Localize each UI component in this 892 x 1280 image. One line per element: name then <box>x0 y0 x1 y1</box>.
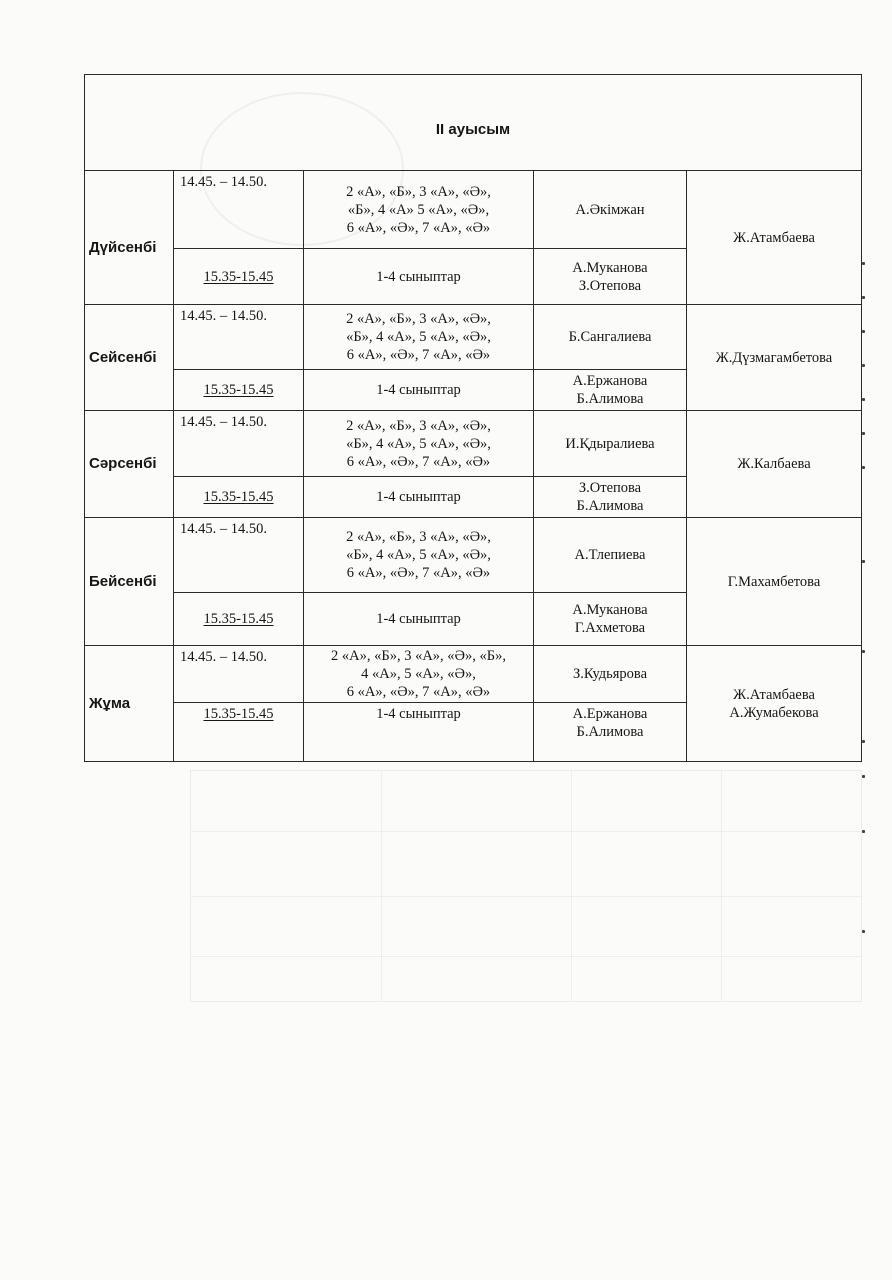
time-slot: 14.45. – 14.50. <box>174 518 304 593</box>
margin-mark <box>862 466 865 469</box>
margin-mark <box>862 296 865 299</box>
teacher-name: А.Ержанова Б.Алимова <box>534 703 687 762</box>
time-slot: 14.45. – 14.50. <box>174 646 304 703</box>
class-list: 1-4 сыныптар <box>304 370 534 411</box>
time-slot <box>174 703 304 762</box>
day-label: Сейсенбі <box>85 305 174 411</box>
class-list: 1-4 сыныптар <box>304 593 534 646</box>
time-slot-text: 15.35-15.45 <box>203 268 274 285</box>
responsible-name: Ж.Атамбаева <box>687 171 862 305</box>
teacher-name: А.Муканова З.Отепова <box>534 249 687 305</box>
class-list: 2 «А», «Б», 3 «А», «Ә», «Б», 4 «А», 5 «А», «Ә», 6 «А», «Ә», 7 «А», «Ә» <box>304 411 534 477</box>
class-list: 2 «А», «Б», 3 «А», «Ә», «Б», 4 «А», 5 «А», «Ә», 6 «А», «Ә», 7 «А», «Ә» <box>304 518 534 593</box>
responsible-name: Ж.Дүзмагамбетова <box>687 305 862 411</box>
teacher-name: А.Муканова Г.Ахметова <box>534 593 687 646</box>
responsible-name: Ж.Атамбаева А.Жумабекова <box>687 646 862 762</box>
day-label: Сәрсенбі <box>85 411 174 518</box>
margin-mark <box>862 560 865 563</box>
responsible-name: Г.Махамбетова <box>687 518 862 646</box>
teacher-name: Б.Сангалиева <box>534 305 687 370</box>
class-list: 1-4 сыныптар <box>304 703 534 762</box>
margin-mark <box>862 398 865 401</box>
teacher-name: А.Ержанова Б.Алимова <box>534 370 687 411</box>
teacher-name: И.Қдыралиева <box>534 411 687 477</box>
time-slot <box>174 370 304 411</box>
duty-schedule-table <box>84 74 862 762</box>
margin-mark <box>862 330 865 333</box>
teacher-name: А.Тлепиева <box>534 518 687 593</box>
margin-mark <box>862 775 865 778</box>
class-list: 1-4 сыныптар <box>304 477 534 518</box>
time-slot-text: 15.35-15.45 <box>203 611 274 627</box>
time-slot <box>174 593 304 646</box>
bleed-through-table <box>190 770 862 1002</box>
day-label: Бейсенбі <box>85 518 174 646</box>
teacher-name: А.Әкімжан <box>534 171 687 249</box>
margin-mark <box>862 432 865 435</box>
margin-mark <box>862 650 865 653</box>
responsible-name: Ж.Калбаева <box>687 411 862 518</box>
time-slot-text: 15.35-15.45 <box>203 382 274 398</box>
time-slot-text: 15.35-15.45 <box>203 489 274 505</box>
class-list: 1-4 сыныптар <box>304 249 534 305</box>
margin-mark <box>862 930 865 933</box>
time-slot-text: 15.35-15.45 <box>203 706 274 722</box>
class-list: 2 «А», «Б», 3 «А», «Ә», «Б», 4 «А», 5 «А», «Ә», 6 «А», «Ә», 7 «А», «Ә» <box>304 646 534 703</box>
class-list: 2 «А», «Б», 3 «А», «Ә», «Б», 4 «А» 5 «А», «Ә», 6 «А», «Ә», 7 «А», «Ә» <box>304 171 534 249</box>
time-slot <box>174 249 304 305</box>
teacher-name: З.Отепова Б.Алимова <box>534 477 687 518</box>
time-slot: 14.45. – 14.50. <box>174 171 304 249</box>
margin-mark <box>862 830 865 833</box>
margin-mark <box>862 740 865 743</box>
margin-mark <box>862 262 865 265</box>
margin-mark <box>862 364 865 367</box>
class-list: 2 «А», «Б», 3 «А», «Ә», «Б», 4 «А», 5 «А», «Ә», 6 «А», «Ә», 7 «А», «Ә» <box>304 305 534 370</box>
day-label: Жұма <box>85 646 174 762</box>
day-label: Дүйсенбі <box>85 171 174 305</box>
teacher-name: З.Кудьярова <box>534 646 687 703</box>
time-slot <box>174 477 304 518</box>
time-slot: 14.45. – 14.50. <box>174 411 304 477</box>
shift-title: II ауысым <box>85 75 862 171</box>
time-slot: 14.45. – 14.50. <box>174 305 304 370</box>
